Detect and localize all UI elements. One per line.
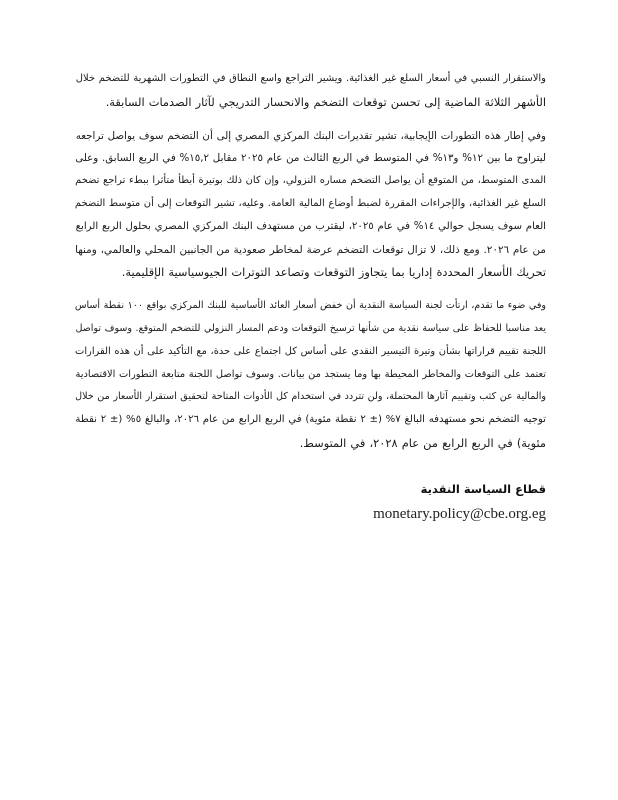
paragraph-inflation-outlook [76,125,546,285]
text-line: وفي إطار هذه التطورات الإيجابية، تشير تقديرات البنك المركزي المصري إلى أن التضخم سوف يواصل تراجعه [75,129,546,142]
text-line: تحريك الأسعار المحددة إداريا بما يتجاوز التوقعات وتصاعد التوترات الجيوسياسية الإقليمية. [121,265,546,280]
text-line: والمالية عن كثب وتقييم آثارها المحتملة، ولن تتردد في استخدام كل الأدوات المتاحة لتحقيق استقرار الأسعار من خلال [75,391,546,403]
signature-block [373,478,546,525]
text-line: الأشهر الثلاثة الماضية إلى تحسن توقعات التضخم والانحسار التدريجي لآثار الصدمات السابقة. [105,94,546,109]
text-line: السلع غير الغذائية، والإجراءات المقررة لضبط أوضاع المالية العامة. وعليه، تشير التوقعات إلى أن متوسط التضخم [74,197,546,209]
text-line: العام سوف يسجل حوالي ١٤% في عام ٢٠٢٥، ليقترب من مستهدف البنك المركزي المصري بحلول الربع الرابع [75,220,546,232]
document-body [76,68,546,466]
text-line: مئوية) في الربع الرابع من عام ٢٠٢٨، في المتوسط. [299,435,546,450]
text-line: توجيه التضخم نحو مستهدفه البالغ ٧% (± ٢ نقطة مئوية) في الربع الرابع من عام ٢٠٢٦، والبالغ ٥% (± ٢ نقطة [75,414,546,426]
text-line: يعد مناسبا للحفاظ على سياسة نقدية من شأنها ترسيخ التوقعات ودعم المسار النزولي للتضخم المتوقع. وسوف تواصل [75,322,546,334]
paragraph-inflation-developments [76,68,546,114]
text-line: اللجنة تقييم قراراتها بشأن وتيرة التيسير النقدي على أساس كل اجتماع على حدة، مع التأكيد على أن هذه القرارات [75,345,546,357]
paragraph-policy-decision [76,295,546,455]
text-line: والاستقرار النسبي في أسعار السلع غير الغذائية. ويشير التراجع واسع النطاق في التطورات الشهرية للتضخم خلال [75,73,546,84]
text-line: ليتراوح ما بين ١٢% و١٣% في المتوسط في الربع الثالث من عام ٢٠٢٥ مقابل ١٥,٢% في الربع السابق. وعلى [75,152,546,165]
department-name: قطاع السياسة النقدية [420,482,546,496]
text-line: من عام ٢٠٢٦. ومع ذلك، لا تزال توقعات التضخم عرضة لمخاطر صعودية من الجانبين المحلي والعالمي، ومنها [75,243,546,256]
contact-email[interactable]: monetary.policy@cbe.org.eg [373,506,546,522]
text-line: وفي ضوء ما تقدم، ارتأت لجنة السياسة النقدية أن خفض أسعار العائد الأساسية للبنك المركزي بواقع ١٠٠ نقطة أساس [74,300,546,312]
text-line: تعتمد على التوقعات والمخاطر المحيطة بها وما يستجد من بيانات. وسوف تواصل اللجنة متابعة التطورات الاقتصادية [75,368,546,380]
text-line: المدى المتوسط، من المتوقع أن يواصل التضخم مساره النزولي، وإن كان ذلك بوتيرة أبطأ متأثرا ببطء تراجع تضخم [75,175,546,187]
